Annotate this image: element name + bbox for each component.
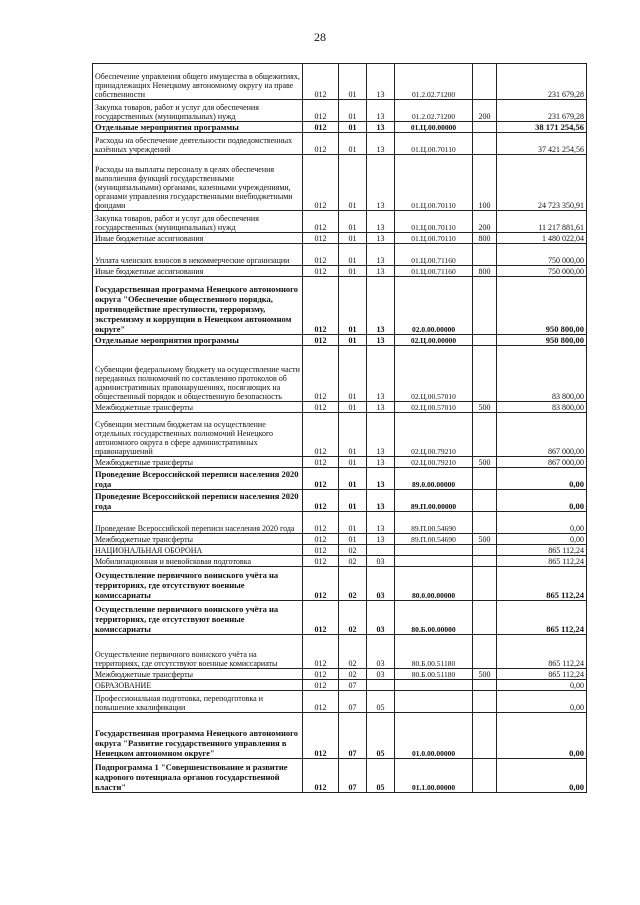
- target-code-cell: [395, 691, 473, 713]
- section-cell: 02: [339, 669, 367, 680]
- target-code-cell: [395, 680, 473, 691]
- admin-code-cell: 012: [303, 669, 339, 680]
- admin-code-cell: 012: [303, 713, 339, 759]
- table-row: [93, 155, 587, 211]
- expense-type-cell: 500: [473, 457, 497, 468]
- expense-type-cell: 500: [473, 534, 497, 545]
- table-row: [93, 545, 587, 556]
- row-name-cell: Мобилизационная и вневойсковая подготовка: [93, 556, 303, 567]
- section-cell: 01: [339, 277, 367, 335]
- subsection-cell: 03: [367, 669, 395, 680]
- subsection-cell: 13: [367, 133, 395, 155]
- admin-code-cell: 012: [303, 233, 339, 244]
- row-name-cell: Осуществление первичного воинского учёта на территориях, где отсутствуют военные комиссариаты: [93, 601, 303, 635]
- row-name-cell: Проведение Всероссийской переписи населения 2020 года: [93, 490, 303, 512]
- table-row: [93, 457, 587, 468]
- amount-cell: 865 112,24: [497, 545, 587, 556]
- target-code-cell: 01.Ц.00.70110: [395, 155, 473, 211]
- target-code-cell: 02.Ц.00.57010: [395, 346, 473, 402]
- amount-cell: 950 800,00: [497, 277, 587, 335]
- amount-cell: 0,00: [497, 468, 587, 490]
- admin-code-cell: 012: [303, 413, 339, 457]
- row-name-cell: Профессиональная подготовка, переподготовка и повышение квалификации: [93, 691, 303, 713]
- subsection-cell: 13: [367, 346, 395, 402]
- admin-code-cell: 012: [303, 133, 339, 155]
- admin-code-cell: 012: [303, 512, 339, 534]
- section-cell: 07: [339, 691, 367, 713]
- amount-cell: 865 112,24: [497, 601, 587, 635]
- subsection-cell: 03: [367, 601, 395, 635]
- admin-code-cell: 012: [303, 335, 339, 346]
- row-name-cell: Иные бюджетные ассигнования: [93, 233, 303, 244]
- expense-type-cell: [473, 601, 497, 635]
- table-row: [93, 277, 587, 335]
- expense-type-cell: [473, 759, 497, 793]
- subsection-cell: 13: [367, 457, 395, 468]
- subsection-cell: 13: [367, 211, 395, 233]
- table-row: [93, 100, 587, 122]
- row-name-cell: Субвенции местным бюджетам на осуществление отдельных государственных полномочий Ненецкого автономного округа в сфере административных правонарушений: [93, 413, 303, 457]
- expense-type-cell: [473, 490, 497, 512]
- table-row: [93, 691, 587, 713]
- target-code-cell: 01.1.00.00000: [395, 759, 473, 793]
- row-name-cell: Отдельные мероприятия программы: [93, 122, 303, 133]
- table-row: [93, 468, 587, 490]
- target-code-cell: 89.П.00.54690: [395, 512, 473, 534]
- target-code-cell: 01.0.00.00000: [395, 713, 473, 759]
- target-code-cell: 02.Ц.00.57010: [395, 402, 473, 413]
- admin-code-cell: 012: [303, 490, 339, 512]
- expense-type-cell: [473, 545, 497, 556]
- subsection-cell: 03: [367, 635, 395, 669]
- section-cell: 02: [339, 567, 367, 601]
- subsection-cell: [367, 680, 395, 691]
- row-name-cell: Подпрограмма 1 "Совершенствование и развитие кадрового потенциала органов государственной власти": [93, 759, 303, 793]
- row-name-cell: Расходы на выплаты персоналу в целях обеспечения выполнения функций государственными (муниципальными) органами, казенными учреждениями, органами управления государственными внебюджетными фондами: [93, 155, 303, 211]
- amount-cell: 83 800,00: [497, 402, 587, 413]
- table-row: [93, 567, 587, 601]
- admin-code-cell: 012: [303, 534, 339, 545]
- expense-type-cell: 500: [473, 669, 497, 680]
- admin-code-cell: 012: [303, 122, 339, 133]
- row-name-cell: ОБРАЗОВАНИЕ: [93, 680, 303, 691]
- target-code-cell: 80.Б.00.51180: [395, 635, 473, 669]
- subsection-cell: 13: [367, 155, 395, 211]
- page-number: 28: [314, 30, 326, 44]
- table-row: [93, 512, 587, 534]
- admin-code-cell: 012: [303, 635, 339, 669]
- section-cell: 01: [339, 122, 367, 133]
- row-name-cell: Осуществление первичного воинского учёта на территориях, где отсутствуют военные комиссариаты: [93, 567, 303, 601]
- admin-code-cell: 012: [303, 601, 339, 635]
- expense-type-cell: [473, 680, 497, 691]
- expense-type-cell: 800: [473, 266, 497, 277]
- section-cell: 01: [339, 413, 367, 457]
- admin-code-cell: 012: [303, 155, 339, 211]
- section-cell: 01: [339, 133, 367, 155]
- row-name-cell: Иные бюджетные ассигнования: [93, 266, 303, 277]
- section-cell: 02: [339, 601, 367, 635]
- row-name-cell: Государственная программа Ненецкого автономного округа "Развитие государственного управления в Ненецком автономном округе": [93, 713, 303, 759]
- admin-code-cell: 012: [303, 244, 339, 266]
- admin-code-cell: 012: [303, 691, 339, 713]
- expense-type-cell: [473, 346, 497, 402]
- expense-type-cell: [473, 567, 497, 601]
- table-row: [93, 601, 587, 635]
- section-cell: 07: [339, 713, 367, 759]
- amount-cell: 38 171 254,56: [497, 122, 587, 133]
- section-cell: 01: [339, 490, 367, 512]
- table-row: [93, 211, 587, 233]
- subsection-cell: 05: [367, 691, 395, 713]
- section-cell: 01: [339, 512, 367, 534]
- table-row: [93, 64, 587, 100]
- section-cell: 07: [339, 759, 367, 793]
- section-cell: 01: [339, 155, 367, 211]
- table-row: [93, 266, 587, 277]
- row-name-cell: Проведение Всероссийской переписи населения 2020 года: [93, 512, 303, 534]
- subsection-cell: 13: [367, 468, 395, 490]
- row-name-cell: Закупка товаров, работ и услуг для обеспечения государственных (муниципальных) нужд: [93, 211, 303, 233]
- section-cell: 01: [339, 64, 367, 100]
- section-cell: 01: [339, 468, 367, 490]
- admin-code-cell: 012: [303, 346, 339, 402]
- row-name-cell: НАЦИОНАЛЬНАЯ ОБОРОНА: [93, 545, 303, 556]
- section-cell: 02: [339, 545, 367, 556]
- amount-cell: 865 112,24: [497, 669, 587, 680]
- admin-code-cell: 012: [303, 556, 339, 567]
- admin-code-cell: 012: [303, 759, 339, 793]
- subsection-cell: 13: [367, 233, 395, 244]
- subsection-cell: 13: [367, 490, 395, 512]
- target-code-cell: 01.Ц.00.71160: [395, 266, 473, 277]
- row-name-cell: Межбюджетные трансферты: [93, 534, 303, 545]
- amount-cell: 231 679,28: [497, 64, 587, 100]
- admin-code-cell: 012: [303, 680, 339, 691]
- budget-table-body: [93, 64, 587, 793]
- table-row: [93, 556, 587, 567]
- row-name-cell: Отдельные мероприятия программы: [93, 335, 303, 346]
- table-row: [93, 713, 587, 759]
- subsection-cell: 13: [367, 266, 395, 277]
- table-row: [93, 122, 587, 133]
- section-cell: 02: [339, 556, 367, 567]
- admin-code-cell: 012: [303, 468, 339, 490]
- expense-type-cell: [473, 468, 497, 490]
- target-code-cell: 01.Ц.00.70110: [395, 133, 473, 155]
- subsection-cell: 05: [367, 713, 395, 759]
- expense-type-cell: [473, 277, 497, 335]
- amount-cell: 0,00: [497, 713, 587, 759]
- amount-cell: 11 217 881,61: [497, 211, 587, 233]
- subsection-cell: 13: [367, 402, 395, 413]
- target-code-cell: 01.2.02.71200: [395, 100, 473, 122]
- row-name-cell: Обеспечение управления общего имущества в общежитиях, принадлежащих Ненецкому автономному округу на праве собственности: [93, 64, 303, 100]
- subsection-cell: 13: [367, 534, 395, 545]
- subsection-cell: 05: [367, 759, 395, 793]
- expense-type-cell: 800: [473, 233, 497, 244]
- target-code-cell: 89.П.00.00000: [395, 490, 473, 512]
- subsection-cell: 03: [367, 567, 395, 601]
- section-cell: 07: [339, 680, 367, 691]
- subsection-cell: 13: [367, 122, 395, 133]
- target-code-cell: 80.Б.00.00000: [395, 601, 473, 635]
- amount-cell: 865 112,24: [497, 635, 587, 669]
- amount-cell: 231 679,28: [497, 100, 587, 122]
- subsection-cell: 13: [367, 244, 395, 266]
- table-row: [93, 534, 587, 545]
- section-cell: 01: [339, 534, 367, 545]
- target-code-cell: 89.0.00.00000: [395, 468, 473, 490]
- row-name-cell: Осуществление первичного воинского учёта на территориях, где отсутствуют военные комиссариаты: [93, 635, 303, 669]
- target-code-cell: 80.Б.00.51180: [395, 669, 473, 680]
- target-code-cell: 01.Ц.00.70110: [395, 233, 473, 244]
- admin-code-cell: 012: [303, 567, 339, 601]
- admin-code-cell: 012: [303, 545, 339, 556]
- table-row: [93, 402, 587, 413]
- table-row: [93, 490, 587, 512]
- subsection-cell: [367, 545, 395, 556]
- target-code-cell: 02.Ц.00.79210: [395, 457, 473, 468]
- row-name-cell: Межбюджетные трансферты: [93, 457, 303, 468]
- target-code-cell: 02.Ц.00.00000: [395, 335, 473, 346]
- row-name-cell: Субвенции федеральному бюджету на осуществление части переданных полномочий по составлению протоколов об административных правонарушениях, посягающих на общественный порядок и общественную безопасность: [93, 346, 303, 402]
- amount-cell: 865 112,24: [497, 556, 587, 567]
- section-cell: 01: [339, 244, 367, 266]
- amount-cell: 24 723 350,91: [497, 155, 587, 211]
- expense-type-cell: 100: [473, 155, 497, 211]
- amount-cell: 867 000,00: [497, 413, 587, 457]
- target-code-cell: 89.П.00.54690: [395, 534, 473, 545]
- table-row: [93, 133, 587, 155]
- expense-type-cell: [473, 64, 497, 100]
- section-cell: 01: [339, 402, 367, 413]
- section-cell: 02: [339, 635, 367, 669]
- amount-cell: 0,00: [497, 490, 587, 512]
- target-code-cell: 02.0.00.00000: [395, 277, 473, 335]
- expense-type-cell: [473, 556, 497, 567]
- target-code-cell: 01.Ц.00.71160: [395, 244, 473, 266]
- amount-cell: 0,00: [497, 680, 587, 691]
- amount-cell: 867 000,00: [497, 457, 587, 468]
- target-code-cell: 01.Ц.00.00000: [395, 122, 473, 133]
- section-cell: 01: [339, 335, 367, 346]
- expense-type-cell: [473, 122, 497, 133]
- table-row: [93, 413, 587, 457]
- subsection-cell: 13: [367, 413, 395, 457]
- table-row: [93, 669, 587, 680]
- amount-cell: 0,00: [497, 691, 587, 713]
- table-row: [93, 680, 587, 691]
- amount-cell: 83 800,00: [497, 346, 587, 402]
- section-cell: 01: [339, 346, 367, 402]
- subsection-cell: 13: [367, 100, 395, 122]
- target-code-cell: [395, 556, 473, 567]
- admin-code-cell: 012: [303, 402, 339, 413]
- expense-type-cell: 200: [473, 211, 497, 233]
- row-name-cell: Межбюджетные трансферты: [93, 402, 303, 413]
- expense-type-cell: 500: [473, 402, 497, 413]
- expense-type-cell: [473, 335, 497, 346]
- admin-code-cell: 012: [303, 100, 339, 122]
- section-cell: 01: [339, 457, 367, 468]
- amount-cell: 865 112,24: [497, 567, 587, 601]
- table-row: [93, 346, 587, 402]
- expense-type-cell: [473, 635, 497, 669]
- section-cell: 01: [339, 211, 367, 233]
- amount-cell: 950 800,00: [497, 335, 587, 346]
- row-name-cell: Государственная программа Ненецкого автономного округа "Обеспечение общественного порядка, противодействие преступности, терроризму, экстремизму и коррупции в Ненецком автономном округе": [93, 277, 303, 335]
- expense-type-cell: [473, 713, 497, 759]
- subsection-cell: 13: [367, 277, 395, 335]
- table-row: [93, 233, 587, 244]
- target-code-cell: 01.Ц.00.70110: [395, 211, 473, 233]
- target-code-cell: 01.2.02.71200: [395, 64, 473, 100]
- row-name-cell: Проведение Всероссийской переписи населения 2020 года: [93, 468, 303, 490]
- admin-code-cell: 012: [303, 64, 339, 100]
- expense-type-cell: [473, 133, 497, 155]
- amount-cell: 750 000,00: [497, 266, 587, 277]
- table-row: [93, 335, 587, 346]
- amount-cell: 0,00: [497, 512, 587, 534]
- amount-cell: 0,00: [497, 759, 587, 793]
- table-row: [93, 759, 587, 793]
- amount-cell: 37 421 254,56: [497, 133, 587, 155]
- amount-cell: 1 480 022,04: [497, 233, 587, 244]
- expense-type-cell: [473, 691, 497, 713]
- expense-type-cell: 200: [473, 100, 497, 122]
- target-code-cell: 02.Ц.00.79210: [395, 413, 473, 457]
- row-name-cell: Расходы на обеспечение деятельности подведомственных казённых учреждений: [93, 133, 303, 155]
- expense-type-cell: [473, 413, 497, 457]
- subsection-cell: 13: [367, 335, 395, 346]
- row-name-cell: Межбюджетные трансферты: [93, 669, 303, 680]
- admin-code-cell: 012: [303, 457, 339, 468]
- target-code-cell: [395, 545, 473, 556]
- subsection-cell: 13: [367, 64, 395, 100]
- section-cell: 01: [339, 233, 367, 244]
- amount-cell: 0,00: [497, 534, 587, 545]
- admin-code-cell: 012: [303, 266, 339, 277]
- budget-table: [92, 63, 587, 793]
- section-cell: 01: [339, 100, 367, 122]
- admin-code-cell: 012: [303, 277, 339, 335]
- expense-type-cell: [473, 512, 497, 534]
- subsection-cell: 13: [367, 512, 395, 534]
- expense-type-cell: [473, 244, 497, 266]
- row-name-cell: Уплата членских взносов в некоммерческие организации: [93, 244, 303, 266]
- row-name-cell: Закупка товаров, работ и услуг для обеспечения государственных (муниципальных) нужд: [93, 100, 303, 122]
- table-row: [93, 635, 587, 669]
- section-cell: 01: [339, 266, 367, 277]
- amount-cell: 750 000,00: [497, 244, 587, 266]
- admin-code-cell: 012: [303, 211, 339, 233]
- table-row: [93, 244, 587, 266]
- subsection-cell: 03: [367, 556, 395, 567]
- target-code-cell: 80.0.00.00000: [395, 567, 473, 601]
